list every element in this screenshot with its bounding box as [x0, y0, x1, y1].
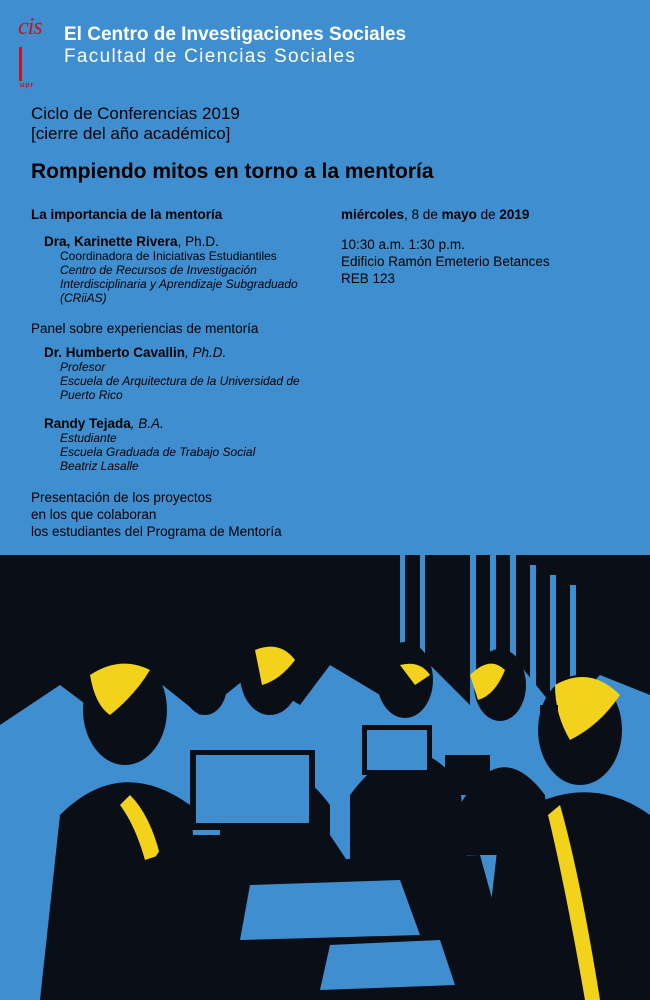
- logo-sub: upr: [20, 82, 35, 89]
- event-details: [341, 207, 550, 287]
- presentation-line-1: Presentación de los proyectos: [31, 490, 212, 505]
- event-title: Rompiendo mitos en torno a la mentoría: [31, 160, 434, 183]
- section-heading: La importancia de la mentoría: [31, 207, 223, 222]
- speaker-degree: , Ph.D.: [185, 345, 227, 360]
- event-date-num: , 8 de: [404, 207, 442, 222]
- presentation-line-2: en los que colaboran: [31, 507, 157, 522]
- speaker-org-2: Puerto Rico: [60, 388, 123, 402]
- faculty-name: Facultad de Ciencias Sociales: [64, 46, 357, 67]
- event-month: mayo: [441, 207, 477, 222]
- mentoring-illustration: [0, 555, 650, 1000]
- speaker-role: Profesor: [60, 360, 106, 374]
- speaker-org-1: Escuela de Arquitectura de la Universidad de: [60, 374, 300, 388]
- event-year: 2019: [499, 207, 530, 222]
- speaker-3: [44, 416, 331, 473]
- institution-block: [64, 24, 406, 68]
- speaker-degree: , B.A.: [130, 416, 164, 431]
- institution-name: El Centro de Investigaciones Sociales: [64, 24, 407, 45]
- speaker-org-3: (CRiiAS): [60, 291, 107, 305]
- speaker-org-1: Centro de Recursos de Investigación: [60, 263, 257, 277]
- cis-logo: [18, 14, 58, 89]
- speaker-name: Dr. Humberto Cavallin: [44, 345, 186, 360]
- speaker-org-2: Beatriz Lasalle: [60, 459, 139, 473]
- logo-bar: [19, 47, 22, 81]
- speaker-role: Estudiante: [60, 431, 117, 445]
- program-column: [31, 207, 331, 540]
- event-year-sep: de: [476, 207, 500, 222]
- speaker-2: [44, 345, 331, 402]
- speaker-degree: , Ph.D.: [177, 234, 219, 249]
- event-day: miércoles: [341, 207, 405, 222]
- series-line-2: [cierre del año académico]: [31, 124, 231, 143]
- presentation-text: [31, 489, 331, 540]
- speaker-org-1: Escuela Graduada de Trabajo Social: [60, 445, 256, 459]
- speaker-name: Randy Tejada: [44, 416, 131, 431]
- event-time: 10:30 a.m. 1:30 p.m.: [341, 237, 465, 252]
- conference-series: [31, 104, 240, 144]
- event-room: REB 123: [341, 271, 396, 286]
- speaker-name: Dra, Karinette Rivera: [44, 234, 178, 249]
- event-date: [341, 207, 550, 222]
- speaker-role: Coordinadora de Iniciativas Estudiantiles: [60, 249, 277, 263]
- header: [0, 0, 650, 88]
- speaker-1: [44, 234, 331, 305]
- logo-text: cis: [18, 14, 42, 40]
- series-line-1: Ciclo de Conferencias 2019: [31, 104, 240, 123]
- event-building: Edificio Ramón Emeterio Betances: [341, 254, 550, 269]
- panel-heading: Panel sobre experiencias de mentoría: [31, 321, 259, 336]
- speaker-org-2: Interdisciplinaria y Aprendizaje Subgraduado: [60, 277, 298, 291]
- presentation-line-3: los estudiantes del Programa de Mentoría: [31, 524, 282, 539]
